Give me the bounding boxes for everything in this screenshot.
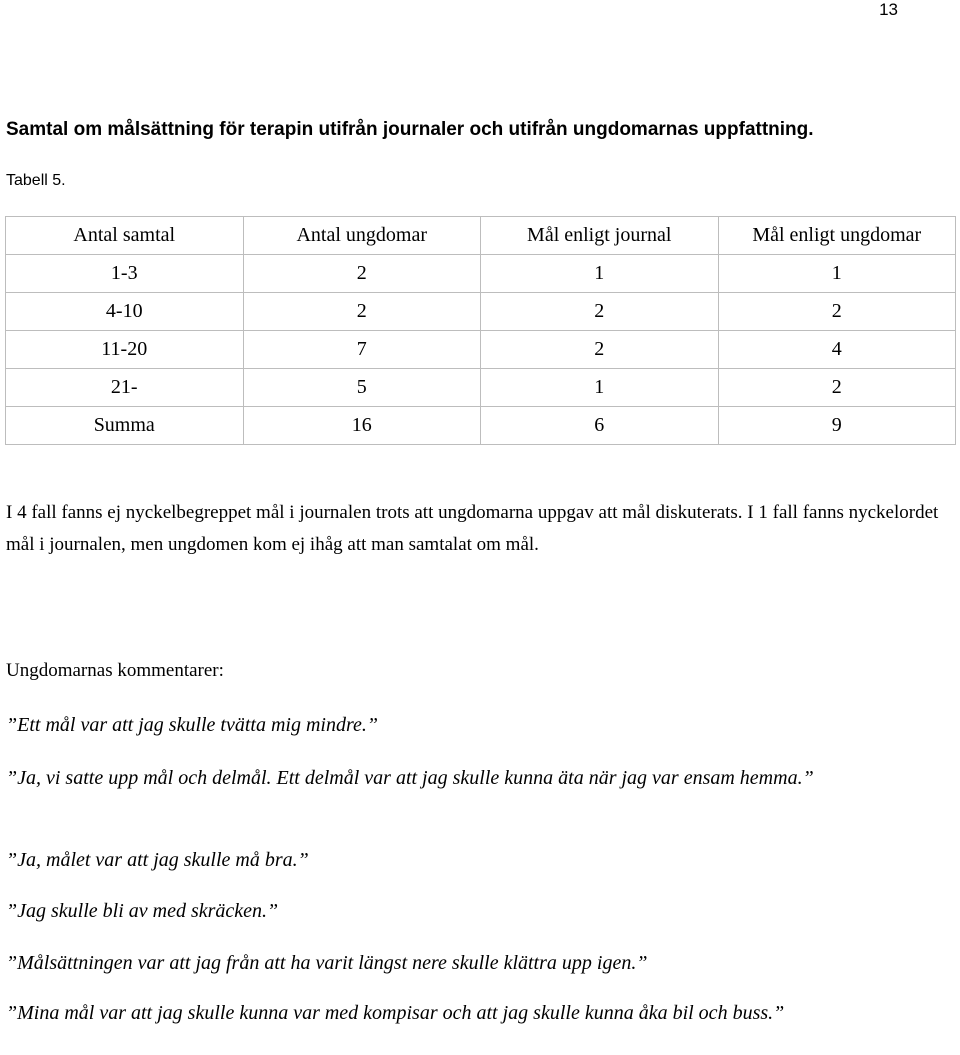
table-cell: Summa bbox=[6, 407, 244, 445]
table-cell: 1-3 bbox=[6, 255, 244, 293]
column-header: Antal samtal bbox=[6, 217, 244, 255]
table-cell: 2 bbox=[481, 331, 719, 369]
body-paragraph: I 4 fall fanns ej nyckelbegreppet mål i journalen trots att ungdomarna uppgav att mål diskuterats. I 1 fall fanns nyckelordet mål i journalen, men ungdomen kom ej ihåg att man samtalat om mål. bbox=[6, 502, 939, 555]
quote-3: ”Ja, målet var att jag skulle må bra.” bbox=[6, 849, 309, 871]
table-cell: 11-20 bbox=[6, 331, 244, 369]
quote-4: ”Jag skulle bli av med skräcken.” bbox=[6, 900, 279, 922]
table-row bbox=[6, 369, 956, 407]
column-header: Mål enligt journal bbox=[481, 217, 719, 255]
column-header: Antal ungdomar bbox=[243, 217, 481, 255]
table-cell: 1 bbox=[481, 369, 719, 407]
table-cell: 4-10 bbox=[6, 293, 244, 331]
column-header: Mål enligt ungdomar bbox=[718, 217, 956, 255]
table-cell: 7 bbox=[243, 331, 481, 369]
table-cell: 2 bbox=[243, 293, 481, 331]
table-cell: 1 bbox=[481, 255, 719, 293]
table-cell: 5 bbox=[243, 369, 481, 407]
page-number: 13 bbox=[879, 0, 898, 19]
table-cell: 1 bbox=[718, 255, 956, 293]
table-cell: 2 bbox=[718, 293, 956, 331]
table-cell: 4 bbox=[718, 331, 956, 369]
table-cell: 2 bbox=[243, 255, 481, 293]
table-cell: 21- bbox=[6, 369, 244, 407]
table-header-row bbox=[6, 217, 956, 255]
data-table bbox=[5, 216, 956, 445]
table-cell: 6 bbox=[481, 407, 719, 445]
table-cell: 2 bbox=[481, 293, 719, 331]
table-caption: Tabell 5. bbox=[6, 172, 66, 189]
table-cell: 16 bbox=[243, 407, 481, 445]
table-cell: 2 bbox=[718, 369, 956, 407]
table-row bbox=[6, 255, 956, 293]
comments-label: Ungdomarnas kommentarer: bbox=[6, 660, 224, 681]
section-heading: Samtal om målsättning för terapin utifrån journaler och utifrån ungdomarnas uppfattning. bbox=[6, 119, 814, 140]
quote-5: ”Målsättningen var att jag från att ha varit längst nere skulle klättra upp igen.” bbox=[6, 952, 648, 974]
quote-6: ”Mina mål var att jag skulle kunna var med kompisar och att jag skulle kunna åka bil och buss.” bbox=[6, 1002, 785, 1024]
quote-2: ”Ja, vi satte upp mål och delmål. Ett delmål var att jag skulle kunna äta när jag var ensam hemma.” bbox=[6, 767, 814, 789]
table-row bbox=[6, 331, 956, 369]
table-row bbox=[6, 293, 956, 331]
table-cell: 9 bbox=[718, 407, 956, 445]
quote-1: ”Ett mål var att jag skulle tvätta mig mindre.” bbox=[6, 714, 379, 736]
table-row-total bbox=[6, 407, 956, 445]
